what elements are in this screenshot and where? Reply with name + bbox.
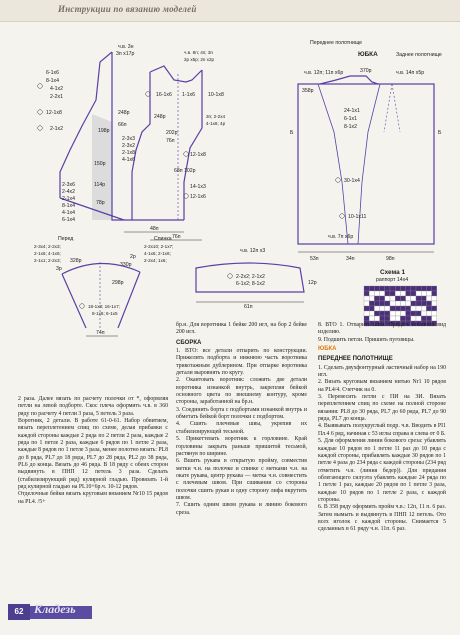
scheme-cell [426, 286, 431, 291]
instruction-paragraph: 2. Окантовать воротник: сложить две детали воротника изнанкой внутрь, закрепляя бейкой основного цвета по внешнему контуру, кроме стороны, заработанной на бр.н. [176, 377, 307, 406]
sleeve-front-label: 2-1x6; 4-1x6; [34, 251, 61, 256]
fb-bottom-label: 2-3x6 [62, 182, 75, 188]
scheme-cell [416, 311, 421, 316]
skirt-front-label: Переднее полотнище [310, 40, 363, 46]
scheme-cell [385, 306, 390, 311]
scheme-cell [416, 316, 421, 321]
fb-mid-label: 3п x17р [116, 51, 135, 57]
fb-mid-label: 66п [118, 122, 127, 128]
fb-left-label: 6-1x6 [46, 70, 59, 76]
sleeve-mid-label: 8-1x6; 6-1x5 [92, 311, 118, 316]
scheme-cell [421, 316, 426, 321]
scheme-cell [380, 301, 385, 306]
collar-title: ч.в. 12п x3 [240, 248, 266, 254]
fb-right-label: 76п [166, 138, 175, 144]
scheme-cell [390, 311, 395, 316]
instructions-right-column [318, 322, 446, 534]
skirt-label: 30-1x4 [344, 178, 360, 184]
fb-right-label: 14-1x3 [190, 184, 206, 190]
scheme-cell [400, 306, 405, 311]
skirt-label: Б [290, 130, 294, 136]
scheme-cell [416, 286, 421, 291]
scheme-cell [406, 316, 411, 321]
scheme-cell [400, 316, 405, 321]
skirt-label: 34п [346, 256, 355, 262]
scheme-cell [411, 301, 416, 306]
sleeve-mid-label: 18-1x8; 16-1x7; [88, 304, 120, 309]
scheme-cell [432, 316, 437, 321]
instruction-paragraph: 8. ВТО 1. Отпарить швы. Придать внешний вид изделию. [318, 322, 446, 336]
scheme-cell [411, 306, 416, 311]
scheme-cell [395, 291, 400, 296]
fb-mid-label: 78р [96, 200, 105, 206]
scheme-cell [390, 296, 395, 301]
scheme-cell [400, 286, 405, 291]
fb-left-label: 12-1x8 [46, 110, 62, 116]
instruction-paragraph: 2. Вязать круговым вязанием нитью Nr1 10 рядов на PL4/4. Счетчик на 0. [318, 379, 446, 393]
skirt-piece [290, 40, 442, 262]
sleeve-mid-label: 74п [96, 330, 105, 336]
page-header [0, 0, 460, 22]
brand-logo: Кладезь [34, 602, 76, 616]
scheme-cell [364, 301, 369, 306]
skirt-title: ЮБКА [358, 51, 378, 58]
scheme-cell [432, 291, 437, 296]
scheme-cell [395, 311, 400, 316]
scheme-cell [400, 291, 405, 296]
scheme-cell [421, 301, 426, 306]
sleeve-back-title: Спинка [154, 236, 172, 242]
scheme-cell [364, 291, 369, 296]
pattern-diagrams [0, 22, 460, 340]
sleeve-back-label: 2р [130, 254, 136, 260]
fb-left-label: 2-2x1 [50, 94, 63, 100]
scheme-cell [374, 296, 379, 301]
fb-right-label: 48п [150, 226, 159, 232]
instruction-paragraph: Отделочные бейки вязать круговым вязанием Nr10 15 рядов на PL4. /5+ [18, 491, 168, 505]
scheme-cell [369, 296, 374, 301]
instruction-paragraph: 3. Перевесить петли с ПИ на ЗИ. Вязать переплетением спиц по схеме на полной стороне вязания: PL8 до 30 ряда, PL7 до 60 ряда, PL7 до 90 ряда, PL7 до конца. [318, 394, 446, 423]
instruction-paragraph: 1. Сделать двухфонтурный ластичный набор на 190 игл. [318, 364, 446, 379]
skirt-label: 98п [386, 256, 395, 262]
scheme-cell [390, 301, 395, 306]
sleeve-front-label: 328р [70, 258, 82, 264]
section-heading-skirt: ЮБКА [318, 346, 337, 353]
fb-mid-label: 198р [98, 128, 110, 134]
scheme-cell [411, 291, 416, 296]
scheme-cell [380, 286, 385, 291]
scheme-cell [432, 306, 437, 311]
scheme-cell [390, 306, 395, 311]
scheme-cell [374, 286, 379, 291]
sleeve-front-label: 3р [56, 266, 62, 272]
scheme-cell [380, 291, 385, 296]
instruction-paragraph: Воротник, 2 детали. В работе 61-0-61. Набор обвитием, вязать переплетением спиц по схеме, делая прибавки с каждой стороны каждые 2 ряда по 2 петли 2 раза, каждые 2 ряда по 1 петле 2 раза, каждые 6 рядов по 1 петле 2 раза, каждые 8 рядов по 1 петле 3 раза, менее полотно вязать: PL8 до 8 ряда, PL7 до 18 ряда, PL7 до 28 ряда, PL2 до 38 ряда, PL6 до конца. Вязать до 46 ряда. В 18 ряду с обеих сторон выдвинуть в ПНП 12 петель 3 раза. Сделать (стабилизирующий ряд) кулирной гладью. Провязать 1-й ряд кулирной гладью на PL10+6р.ч. 10-12 рядов. [18, 418, 168, 491]
scheme-cell [390, 286, 395, 291]
fb-bottom-label: 2-1x8 [122, 150, 135, 156]
scheme-cell [374, 301, 379, 306]
skirt-label: 8-1x2 [344, 124, 357, 130]
instruction-paragraph: 6. Вшить рукава в открытую пройму, совместив метки ч.н. на полочке и спинке с метками ч.н. на окате рукава, центр рукава — метка ч.н. совместить с плечевым швом. При сшивании со стороны полочки сшить рукав и одну сторону лифа вкрутить швом. [176, 458, 307, 501]
instruction-paragraph: 5. Для оформления линии бокового среза: убавлять каждые 10 рядов по 1 петле 11 раз до 10 ряда с каждой стороны, прибавлять каждые 30 рядов по 1 петле 4 раза до 234 ряда с каждой стороны (234 ряд отметить ч.н. (линия бедер)). Для придания облегающего силуэта убавлять каждые 24 ряда по 1 петле 1 раз, каждые 20 рядов по 1 петле 3 раза, каждые 10 рядов по 1 петле 2 раза, с каждой стороны. [318, 438, 446, 503]
scheme-cell [406, 306, 411, 311]
scheme-cell [426, 296, 431, 301]
instruction-paragraph: 2 раза. Далее вязать по расчету полочки от *, оформляя петли на левой подборте. Скос плеча оформить ч.в. в 360 ряду по расчету 4 петли 3 раза, 5 петель 3 раза. [18, 396, 168, 417]
scheme-cell [426, 311, 431, 316]
scheme-cell [432, 296, 437, 301]
instruction-paragraph: 4. Сшить плечевые швы, укрепив их стабилизирующей тесьмой. [176, 421, 307, 435]
sleeve-front-label: 2-1x1; 2-2x3; [34, 258, 61, 263]
scheme-cell [432, 286, 437, 291]
scheme-cell [395, 296, 400, 301]
scheme-cell [390, 316, 395, 321]
instruction-paragraph: 1. ВТО: все детали отпарить по конструкции. Прижелить подборта и нижнюю часть воротника трикотажным дублерином. При отпарке воротника детали выровнять по кругу. [176, 348, 307, 377]
scheme-cell [411, 286, 416, 291]
fb-right-label: 10-1x8 [208, 92, 224, 98]
front-back-piece [38, 44, 226, 240]
scheme-cell [369, 311, 374, 316]
page-number: 62 [8, 604, 30, 620]
scheme-cell [406, 291, 411, 296]
scheme-cell [416, 306, 421, 311]
fb-mid-label: ч.в. 3н [118, 44, 134, 50]
fb-right-label: 202р [166, 130, 178, 136]
instruction-paragraph: 5. Прикеттевать воротник к горловине. Край горловины закрыть раньше пришитой тесьмой, растянув по ширине. [176, 436, 307, 457]
scheme-cell [426, 316, 431, 321]
fb-bottom-label: 4-1x4 [62, 210, 75, 216]
scheme-cell [421, 291, 426, 296]
sleeve-back-label: 2-2x4; 1x6; [144, 258, 167, 263]
skirt-label: ч.в. 12п; 11п x6р [304, 70, 344, 76]
scheme-cell [421, 296, 426, 301]
scheme-cell [421, 306, 426, 311]
fb-right-label: 68п 102р [174, 168, 196, 174]
scheme-cell [364, 311, 369, 316]
scheme-cell [369, 316, 374, 321]
scheme-cell [364, 286, 369, 291]
scheme-cell [395, 286, 400, 291]
knit-scheme [364, 269, 437, 326]
skirt-label: 6-1x1 [344, 116, 357, 122]
scheme-cell [400, 301, 405, 306]
section-heading-assembly: СБОРКА [176, 339, 202, 346]
scheme-cell [380, 316, 385, 321]
scheme-cell [421, 286, 426, 291]
scheme-cell [385, 301, 390, 306]
fb-right-label: 12-1x6 [190, 194, 206, 200]
fb-right-label: 76п [172, 234, 181, 240]
scheme-cell [416, 291, 421, 296]
skirt-label: ч.в. 14п x5р [396, 70, 425, 76]
scheme-cell [421, 311, 426, 316]
scheme-cell [390, 291, 395, 296]
fb-mid-label: 16-1x6 [156, 92, 172, 98]
skirt-label: 24-1x1 [344, 108, 360, 114]
scheme-cell [411, 296, 416, 301]
instruction-paragraph: 7. Сшить одним швом рукава и линию бокового среза. [176, 502, 307, 516]
skirt-label: 370р [360, 68, 372, 74]
sleeve-front-label: 2-3x4; 2-2x3; [34, 244, 61, 249]
fb-mid-label: 150р [94, 161, 106, 167]
sleeve-back-label: 330р [120, 262, 132, 268]
skirt-label: ч.в. 7п x6р [328, 234, 354, 240]
fb-right-label: 12-1x8 [190, 152, 206, 158]
scheme-cell [364, 316, 369, 321]
scheme-grid [364, 286, 437, 326]
scheme-cell [374, 306, 379, 311]
scheme-cell [380, 306, 385, 311]
sleeve-front-title: Перед [58, 236, 74, 242]
fb-bottom-label: 2-3x3 [122, 136, 135, 142]
scheme-cell [432, 301, 437, 306]
scheme-subtitle: раппорт 14х4 [376, 277, 409, 283]
scheme-cell [385, 296, 390, 301]
instruction-paragraph: 9. Подшить петли. Пришить пуговицы. [318, 336, 415, 343]
scheme-cell [374, 311, 379, 316]
fb-bottom-label: 2-4x2 [62, 189, 75, 195]
skirt-label: 10-1x11 [348, 214, 367, 220]
scheme-title: Схема 1 [380, 269, 406, 276]
scheme-cell [432, 311, 437, 316]
scheme-cell [406, 286, 411, 291]
scheme-cell [369, 286, 374, 291]
scheme-cell [374, 291, 379, 296]
scheme-cell [364, 306, 369, 311]
fb-left-label: 2-1x2 [50, 126, 63, 132]
fb-left-label: 8-1x4 [46, 78, 59, 84]
fb-mid-label: 248р [118, 110, 130, 116]
fb-mid-label: 114р [94, 182, 106, 188]
sleeve-piece [34, 236, 173, 336]
scheme-cell [426, 291, 431, 296]
fb-bottom-label: 8-1x4 [62, 203, 75, 209]
collar-label: 12р [308, 280, 317, 286]
scheme-cell [406, 296, 411, 301]
header-title: Инструкции по вязанию моделей [58, 4, 197, 14]
sleeve-mid-label: 298р [112, 280, 124, 286]
scheme-cell [400, 296, 405, 301]
scheme-cell [406, 311, 411, 316]
instructions-mid-column [176, 322, 307, 517]
scheme-cell [426, 306, 431, 311]
section-subheading-front: ПЕРЕДНЕЕ ПОЛОТНИЩЕ [318, 356, 393, 363]
fb-right-label: 2р x5р; 2п x2р [184, 57, 215, 62]
fb-right-label: 248р [154, 114, 166, 120]
skirt-label: Б [438, 130, 442, 136]
scheme-cell [364, 296, 369, 301]
scheme-cell [411, 316, 416, 321]
skirt-label: 53п [310, 256, 319, 262]
scheme-cell [385, 316, 390, 321]
scheme-cell [426, 301, 431, 306]
scheme-cell [395, 316, 400, 321]
scheme-cell [380, 296, 385, 301]
fb-right-label: 3п; 2-2x4 [206, 114, 226, 119]
scheme-cell [385, 291, 390, 296]
scheme-cell [374, 316, 379, 321]
fb-right-label: 4-1x6; 4р [206, 121, 226, 126]
scheme-cell [416, 296, 421, 301]
instruction-paragraph: 4. Выявывать полукруглый подр. ч.в. Вводить в PI1 Пл.4 6 ряд, начиная с 53 иглы справа и слева от 0 Б. [318, 423, 446, 437]
instructions-left-column [18, 396, 168, 506]
fb-right-label: ч.в. 8п; 4п; 3п [184, 50, 213, 55]
instruction-paragraph: 6. В 358 ряду оформить пройм ч.в.: 12п, 11 п. 6 раз. Затем вымыть и выдвинуть в ПНП 12 петель. Ото всех иголок с каждой стороны. Снимается 5 сделанных в 61 ряду ч.н. 11п. 6 раз. [318, 504, 446, 533]
fb-bottom-label: 2-3x2 [122, 143, 135, 149]
fb-bottom-label: 2-1x4 [62, 196, 75, 202]
collar-piece [196, 248, 317, 310]
sleeve-back-label: 4-1x6; 2-1x6; [144, 251, 171, 256]
fb-left-label: 4-1x2 [50, 86, 63, 92]
collar-label: 2-2x2; 2-1x2 [236, 274, 265, 280]
scheme-cell [395, 306, 400, 311]
scheme-cell [385, 311, 390, 316]
skirt-back-label: Заднее полотнище [396, 52, 442, 58]
collar-label: 61п [244, 304, 253, 310]
instruction-paragraph: 3. Соединить борта с подбортами изнанкой внутрь и обметать бейкой борт полочки с подбортом. [176, 406, 307, 421]
scheme-cell [369, 301, 374, 306]
scheme-cell [411, 311, 416, 316]
fb-bottom-label: 4-1x6 [122, 157, 135, 163]
scheme-cell [416, 301, 421, 306]
scheme-cell [385, 286, 390, 291]
scheme-cell [369, 291, 374, 296]
scheme-cell [395, 301, 400, 306]
scheme-cell [400, 311, 405, 316]
pattern-diagrams-svg [0, 22, 460, 340]
sleeve-back-label: 2-2x10; 2-1x7; [144, 244, 174, 249]
scheme-cell [369, 306, 374, 311]
collar-label: 6-1x2; 8-1x2 [236, 281, 265, 287]
scheme-cell [380, 311, 385, 316]
instruction-paragraph: бр.н. Для воротника 1 бейке 200 игл, на бор 2 бейке 200 игл. [176, 322, 307, 336]
skirt-label: 358р [302, 88, 314, 94]
fb-mid-label: 1-1x6 [182, 92, 195, 98]
fb-bottom-label: 6-1x4 [62, 217, 75, 223]
scheme-cell [406, 301, 411, 306]
